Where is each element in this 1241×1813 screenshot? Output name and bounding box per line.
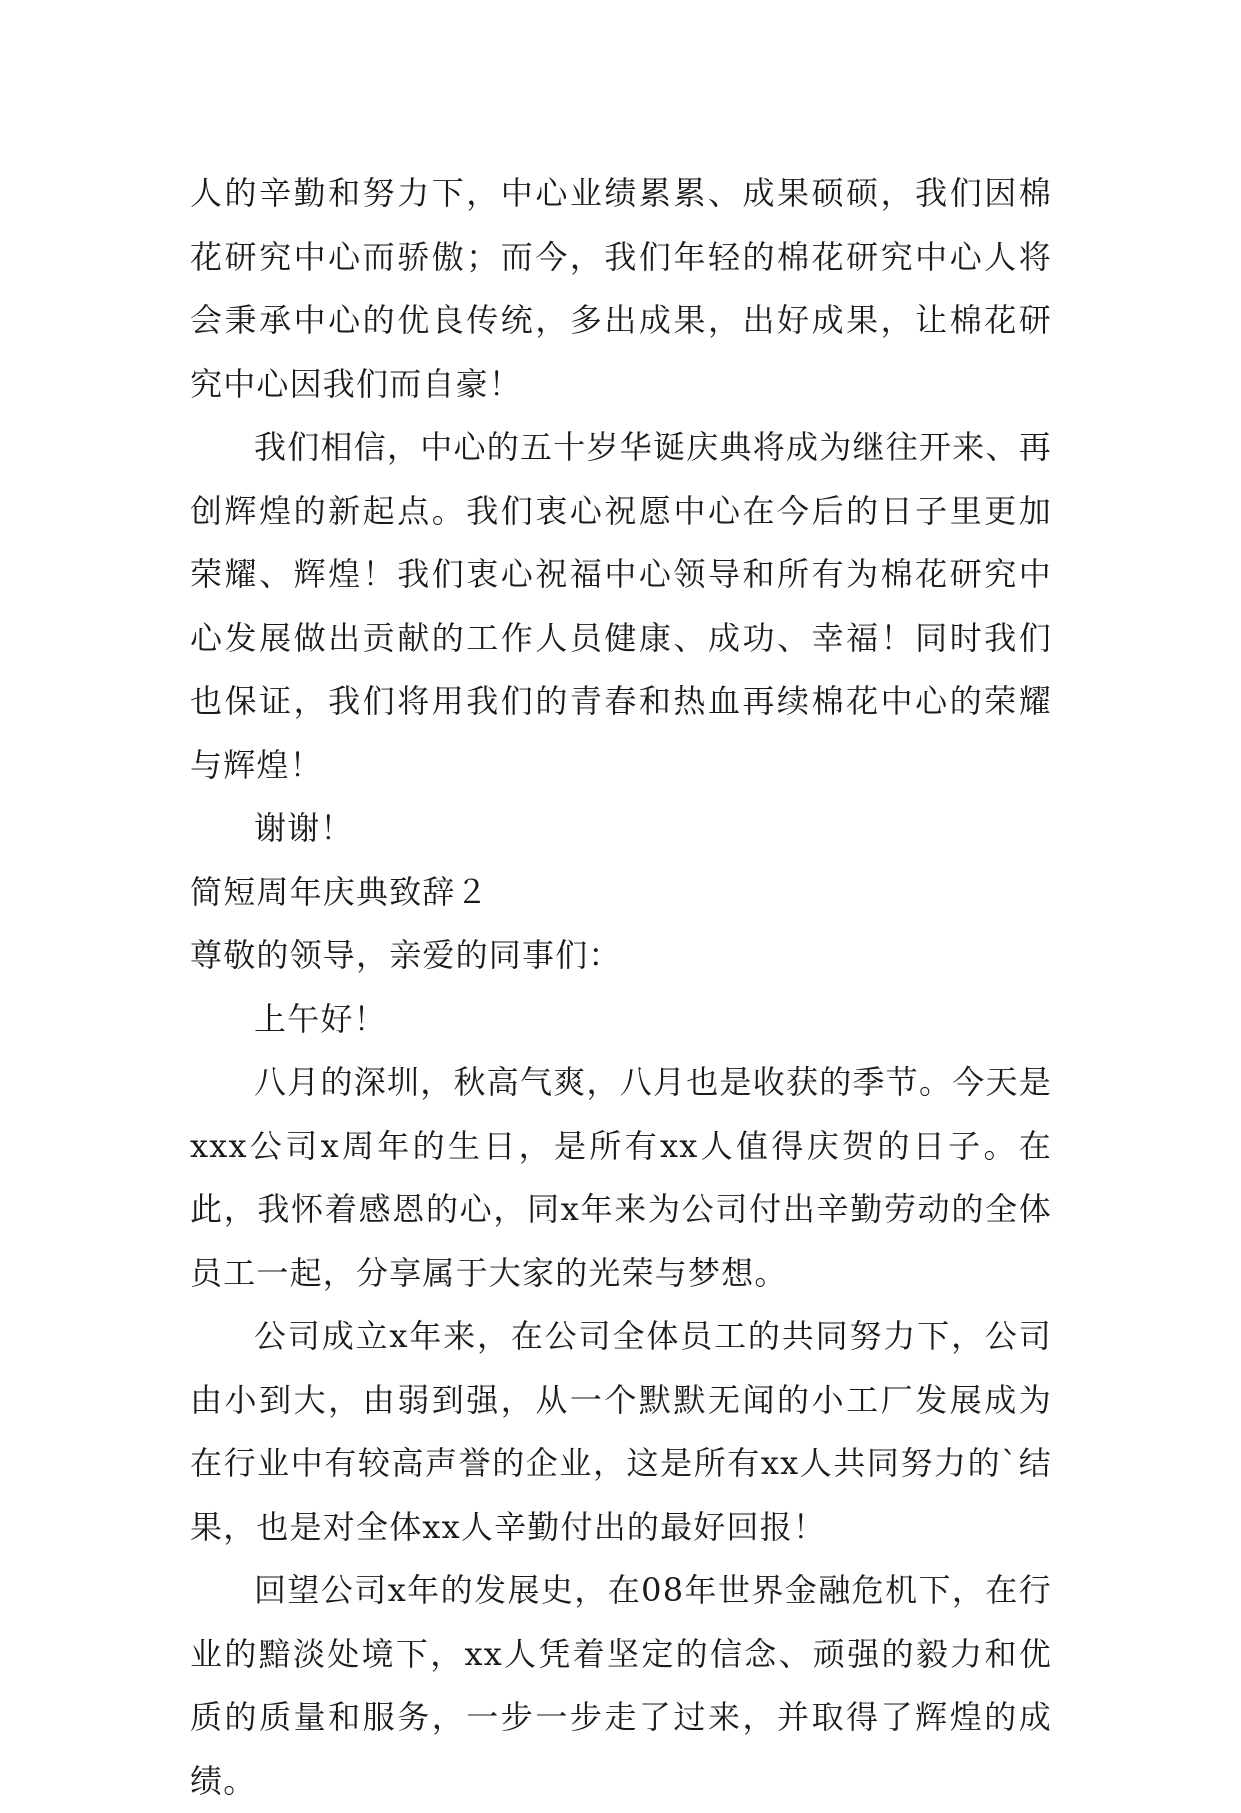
paragraph-thanks: 谢谢！ xyxy=(254,809,354,847)
paragraph-wishes: 我们相信，中心的五十岁华诞庆典将成为继往开来、再创辉煌的新起点。我们衷心祝愿中心在今后的日子里更加荣耀、辉煌！我们衷心祝福中心领导和所有为棉花研究中心发展做出贡献的工作人员健康、成功、幸福！同时我们也保证，我们将用我们的青春和热血再续棉花中心的荣耀与辉煌！ xyxy=(190,428,1052,784)
paragraph-anniversary: 八月的深圳，秋高气爽，八月也是收获的季节。今天是xxx公司x周年的生日，是所有xx人值得庆贺的日子。在此，我怀着感恩的心，同x年来为公司付出辛勤劳动的全体员工一起，分享属于大家的光荣与梦想。 xyxy=(190,1063,1052,1292)
paragraph-growth: 公司成立x年来，在公司全体员工的共同努力下，公司由小到大，由弱到强，从一个默默无闻的小工厂发展成为在行业中有较高声誉的企业，这是所有xx人共同努力的`结果，也是对全体xx人辛勤付出的最好回报！ xyxy=(190,1317,1052,1546)
paragraph-history: 回望公司x年的发展史，在08年世界金融危机下，在行业的黯淡处境下，xx人凭着坚定的信念、顽强的毅力和优质的质量和服务，一步一步走了过来，并取得了辉煌的成绩。 xyxy=(190,1571,1052,1800)
salutation: 尊敬的领导，亲爱的同事们： xyxy=(190,936,622,974)
document-body xyxy=(190,162,1052,1813)
section-title: 简短周年庆典致辞２ xyxy=(190,872,489,911)
paragraph-continuation: 人的辛勤和努力下，中心业绩累累、成果硕硕，我们因棉花研究中心而骄傲；而今，我们年轻的棉花研究中心人将会秉承中心的优良传统，多出成果，出好成果，让棉花研究中心因我们而自豪！ xyxy=(190,174,1052,403)
greeting: 上午好！ xyxy=(254,999,387,1038)
